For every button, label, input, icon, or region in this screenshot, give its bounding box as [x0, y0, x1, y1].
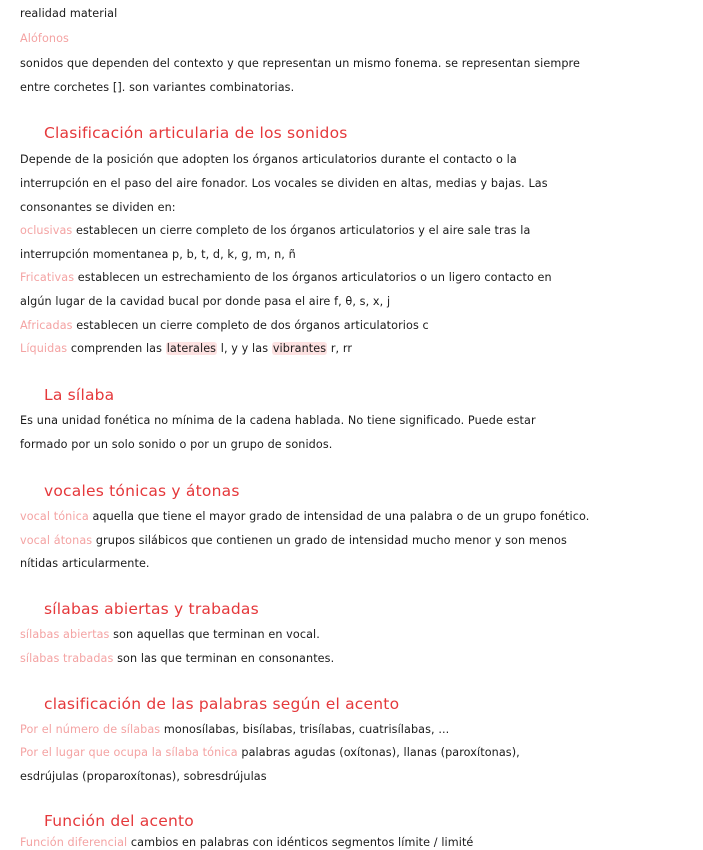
definition-text: establecen un cierre completo de los órganos articulatorios y el aire sale tras la	[76, 224, 531, 237]
text-line	[20, 152, 695, 167]
definition-text: cambios en palabras con idénticos segmentos límite / limité	[130, 836, 474, 849]
definition-text: son las que terminan en consonantes.	[117, 652, 335, 665]
text-line	[20, 6, 695, 21]
definition-text: son aquellas que terminan en vocal.	[113, 628, 320, 641]
definition-text: nítidas articularmente.	[20, 557, 150, 570]
text-line	[20, 533, 695, 548]
definition-text: sonidos que dependen del contexto y que representan un mismo fonema. se representan siempre	[20, 57, 580, 70]
definition-text: esdrújulas (proparoxítonas), sobresdrújulas	[20, 770, 267, 783]
text-line	[20, 509, 695, 524]
paragraph-text: consonantes se dividen en:	[20, 201, 176, 214]
text-line	[20, 56, 695, 71]
definition-text: r, rr	[330, 342, 353, 355]
term-alofonos: Alófonos	[20, 32, 69, 45]
term-liquidas: Líquidas	[20, 342, 68, 355]
section-heading: vocales tónicas y átonas	[44, 482, 240, 500]
definition-text: monosílabas, bisílabas, trisílabas, cuatrisílabas, ...	[163, 723, 450, 736]
definition-text: comprenden las	[70, 342, 163, 355]
definition-text: l, y y las	[220, 342, 269, 355]
definition-text: establecen un cierre completo de dos órganos articulatorios c	[76, 319, 429, 332]
definition-text: palabras agudas (oxítonas), llanas (paroxítonas),	[241, 746, 520, 759]
text-line	[20, 223, 695, 238]
text-line	[20, 200, 695, 215]
highlight-laterales: laterales	[166, 342, 217, 355]
text-line	[20, 556, 695, 571]
paragraph-text: formado por un solo sonido o por un grupo de sonidos.	[20, 438, 333, 451]
term-vocal-atonas: vocal átonas	[20, 534, 93, 547]
definition-text: entre corchetes []. son variantes combinatorias.	[20, 81, 295, 94]
term-numero-silabas: Por el número de sílabas	[20, 723, 161, 736]
section-heading: sílabas abiertas y trabadas	[44, 600, 259, 618]
static-text: realidad material	[20, 7, 118, 20]
text-line	[20, 651, 695, 666]
term-fricativas: Fricativas	[20, 271, 75, 284]
term-funcion-diferencial: Función diferencial	[20, 836, 128, 849]
text-line	[20, 413, 695, 428]
section-heading: Función del acento	[44, 812, 194, 830]
section-heading: clasificación de las palabras según el acento	[44, 695, 400, 713]
section-heading: Clasificación articularia de los sonidos	[44, 124, 348, 142]
highlight-vibrantes: vibrantes	[272, 342, 327, 355]
paragraph-text: Es una unidad fonética no mínima de la cadena hablada. No tiene significado. Puede estar	[20, 414, 536, 427]
definition-text: establecen un estrechamiento de los órganos articulatorios o un ligero contacto en	[77, 271, 552, 284]
text-line	[20, 294, 695, 309]
text-line	[20, 745, 695, 760]
text-line	[20, 247, 695, 262]
text-line	[20, 437, 695, 452]
paragraph-text: Depende de la posición que adopten los órganos articulatorios durante el contacto o la	[20, 153, 517, 166]
definition-text: interrupción momentanea p, b, t, d, k, g, m, n, ñ	[20, 248, 296, 261]
paragraph-text: interrupción en el paso del aire fonador. Los vocales se dividen en altas, medias y bajas. Las	[20, 177, 548, 190]
text-line	[20, 80, 695, 95]
text-line	[20, 341, 695, 356]
section-heading: La sílaba	[44, 386, 115, 404]
text-line	[20, 270, 695, 285]
term-silabas-abiertas: sílabas abiertas	[20, 628, 110, 641]
definition-text: algún lugar de la cavidad bucal por donde pasa el aire f, θ, s, x, j	[20, 295, 391, 308]
term-oclusivas: oclusivas	[20, 224, 73, 237]
term-africadas: Africadas	[20, 319, 73, 332]
definition-text: aquella que tiene el mayor grado de intensidad de una palabra o de un grupo fonético.	[92, 510, 590, 523]
text-line	[20, 769, 695, 784]
term-silabas-trabadas: sílabas trabadas	[20, 652, 114, 665]
text-line	[20, 318, 695, 333]
term-vocal-tonica: vocal tónica	[20, 510, 89, 523]
term-lugar-silaba: Por el lugar que ocupa la sílaba tónica	[20, 746, 238, 759]
text-line	[20, 176, 695, 191]
text-line	[20, 722, 695, 737]
text-line	[20, 627, 695, 642]
definition-text: grupos silábicos que contienen un grado de intensidad mucho menor y son menos	[95, 534, 567, 547]
term-line	[20, 31, 695, 46]
